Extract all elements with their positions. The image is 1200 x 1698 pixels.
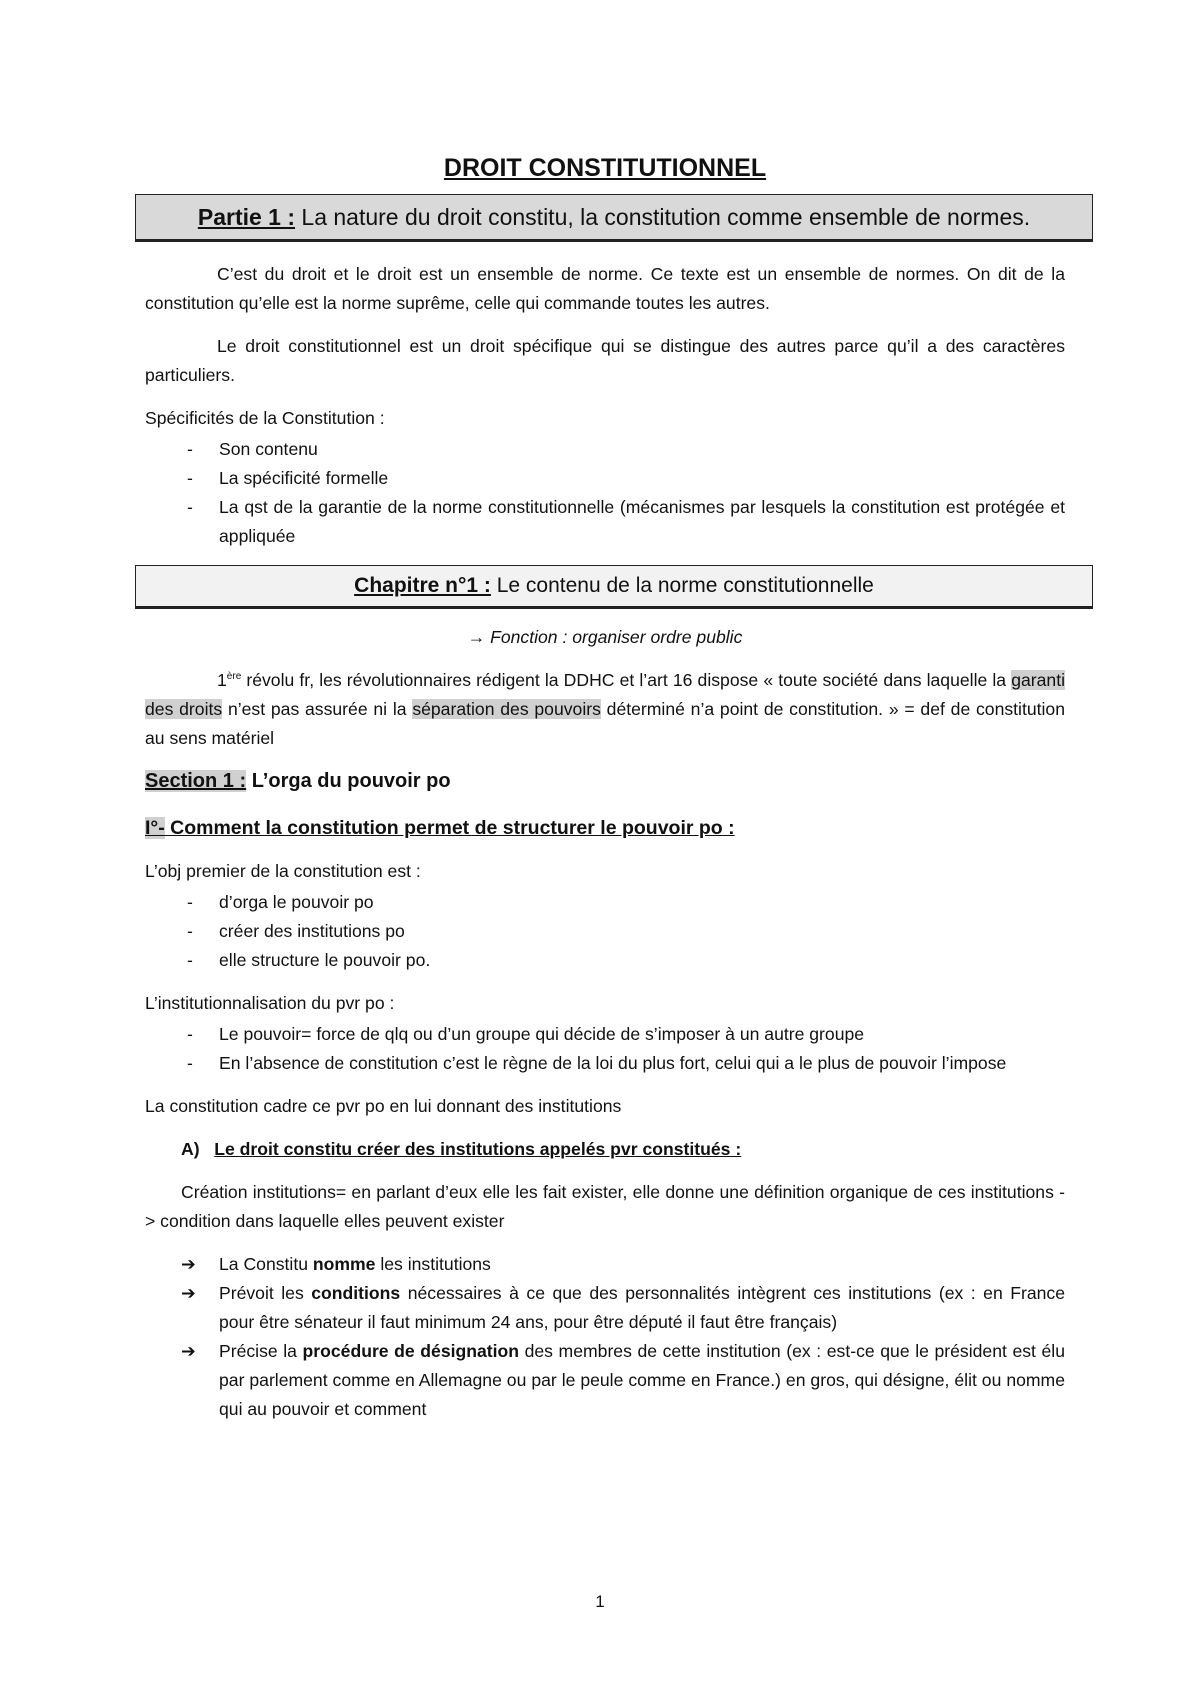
part-1-label: Partie 1 : — [197, 204, 296, 230]
list-item: - créer des institutions po — [145, 917, 1065, 946]
list-item: - La spécificité formelle — [145, 464, 1065, 493]
highlight-separation: séparation des pouvoirs — [412, 699, 601, 719]
list-item: ➔ Prévoit les conditions nécessaires à ce que des personnalités intègrent ces institutions (ex : en France pour être sénateur il faut minimum 24 ans, pour être député il faut être français) — [145, 1279, 1065, 1337]
dash-bullet: - — [187, 497, 193, 517]
specificites-list — [145, 435, 1065, 551]
arrow-right-icon: ➔ — [181, 1283, 196, 1303]
list-item: ➔ La Constitu nomme les institutions — [145, 1250, 1065, 1279]
list-item: - La qst de la garantie de la norme constitutionnelle (mécanismes par lesquels la constitution est protégée et appliquée — [145, 493, 1065, 551]
dash-bullet: - — [187, 1053, 193, 1073]
document-title: DROIT CONSTITUTIONNEL — [443, 154, 767, 182]
paragraph-1: C’est du droit et le droit est un ensemble de norme. Ce texte est un ensemble de normes. On dit de la constitution qu’elle est la norme suprême, celle qui commande toutes les autres. — [145, 264, 1065, 313]
chapter-1-label: Chapitre n°1 : — [354, 574, 491, 597]
paragraph-4: La constitution cadre ce pvr po en lui donnant des institutions — [145, 1096, 622, 1116]
list-item: - En l’absence de constitution c’est le règne de la loi du plus fort, celui qui a le plus de pouvoir l’impose — [145, 1049, 1065, 1078]
dash-bullet: - — [187, 1024, 193, 1044]
section-1-heading: Section 1 : L’orga du pouvoir po — [145, 770, 451, 792]
arrow-right-icon: ➔ — [181, 1254, 196, 1274]
page-content — [145, 150, 1065, 1424]
obj-list — [145, 888, 1065, 975]
arrow-right-icon: ➔ — [181, 1341, 196, 1361]
chapter-1-text: Le contenu de la norme constitutionnelle — [490, 574, 874, 597]
highlight-garanti: garanti des droits — [145, 670, 1065, 719]
list-item: - elle structure le pouvoir po. — [145, 946, 1065, 975]
obj-heading: L’obj premier de la constitution est : — [145, 861, 421, 881]
paragraph-3: 1ère révolu fr, les révolutionnaires rédigent la DDHC et l’art 16 dispose « toute société dans laquelle la garanti des droits n’est pas assurée ni la séparation des pouvoirs déterminé n’a point de constitution. » = def de constitution au sens matériel — [145, 670, 1066, 748]
dash-bullet: - — [187, 921, 193, 941]
list-item: - Son contenu — [145, 435, 1065, 464]
chapter-1-box — [135, 565, 1093, 609]
part-1-text: La nature du droit constitu, la constitution comme ensemble de normes. — [295, 204, 1031, 230]
paragraph-5: Création institutions= en parlant d’eux elle les fait exister, elle donne une définition organique de ces institutions -> condition dans laquelle elles peuvent exister — [145, 1182, 1065, 1231]
heading-A: A) Le droit constitu créer des institutions appelés pvr constitués : — [181, 1139, 742, 1159]
list-item: - Le pouvoir= force de qlq ou d’un groupe qui décide de s’imposer à un autre groupe — [145, 1020, 1065, 1049]
institutionnalisation-heading: L’institutionnalisation du pvr po : — [145, 993, 395, 1013]
dash-bullet: - — [187, 439, 193, 459]
list-item: - d’orga le pouvoir po — [145, 888, 1065, 917]
fonction-line: → Fonction : organiser ordre public — [467, 627, 743, 647]
specificites-heading: Spécificités de la Constitution : — [145, 408, 385, 428]
dash-bullet: - — [187, 892, 193, 912]
institutionnalisation-list — [145, 1020, 1065, 1078]
paragraph-2: Le droit constitutionnel est un droit spécifique qui se distingue des autres parce qu’il a des caractères particuliers. — [145, 336, 1065, 385]
dash-bullet: - — [187, 950, 193, 970]
part-1-box — [135, 194, 1093, 242]
page-number: 1 — [595, 1592, 605, 1611]
arrow-list — [145, 1250, 1065, 1424]
heading-I: I°- Comment la constitution permet de structurer le pouvoir po : — [145, 817, 735, 839]
list-item: ➔ Précise la procédure de désignation des membres de cette institution (ex : est-ce que le président est élu par parlement comme en Allemagne ou par le peule comme en France.) en gros, qui désigne, élit ou nomme qui au pouvoir et comment — [145, 1337, 1065, 1424]
dash-bullet: - — [187, 468, 193, 488]
